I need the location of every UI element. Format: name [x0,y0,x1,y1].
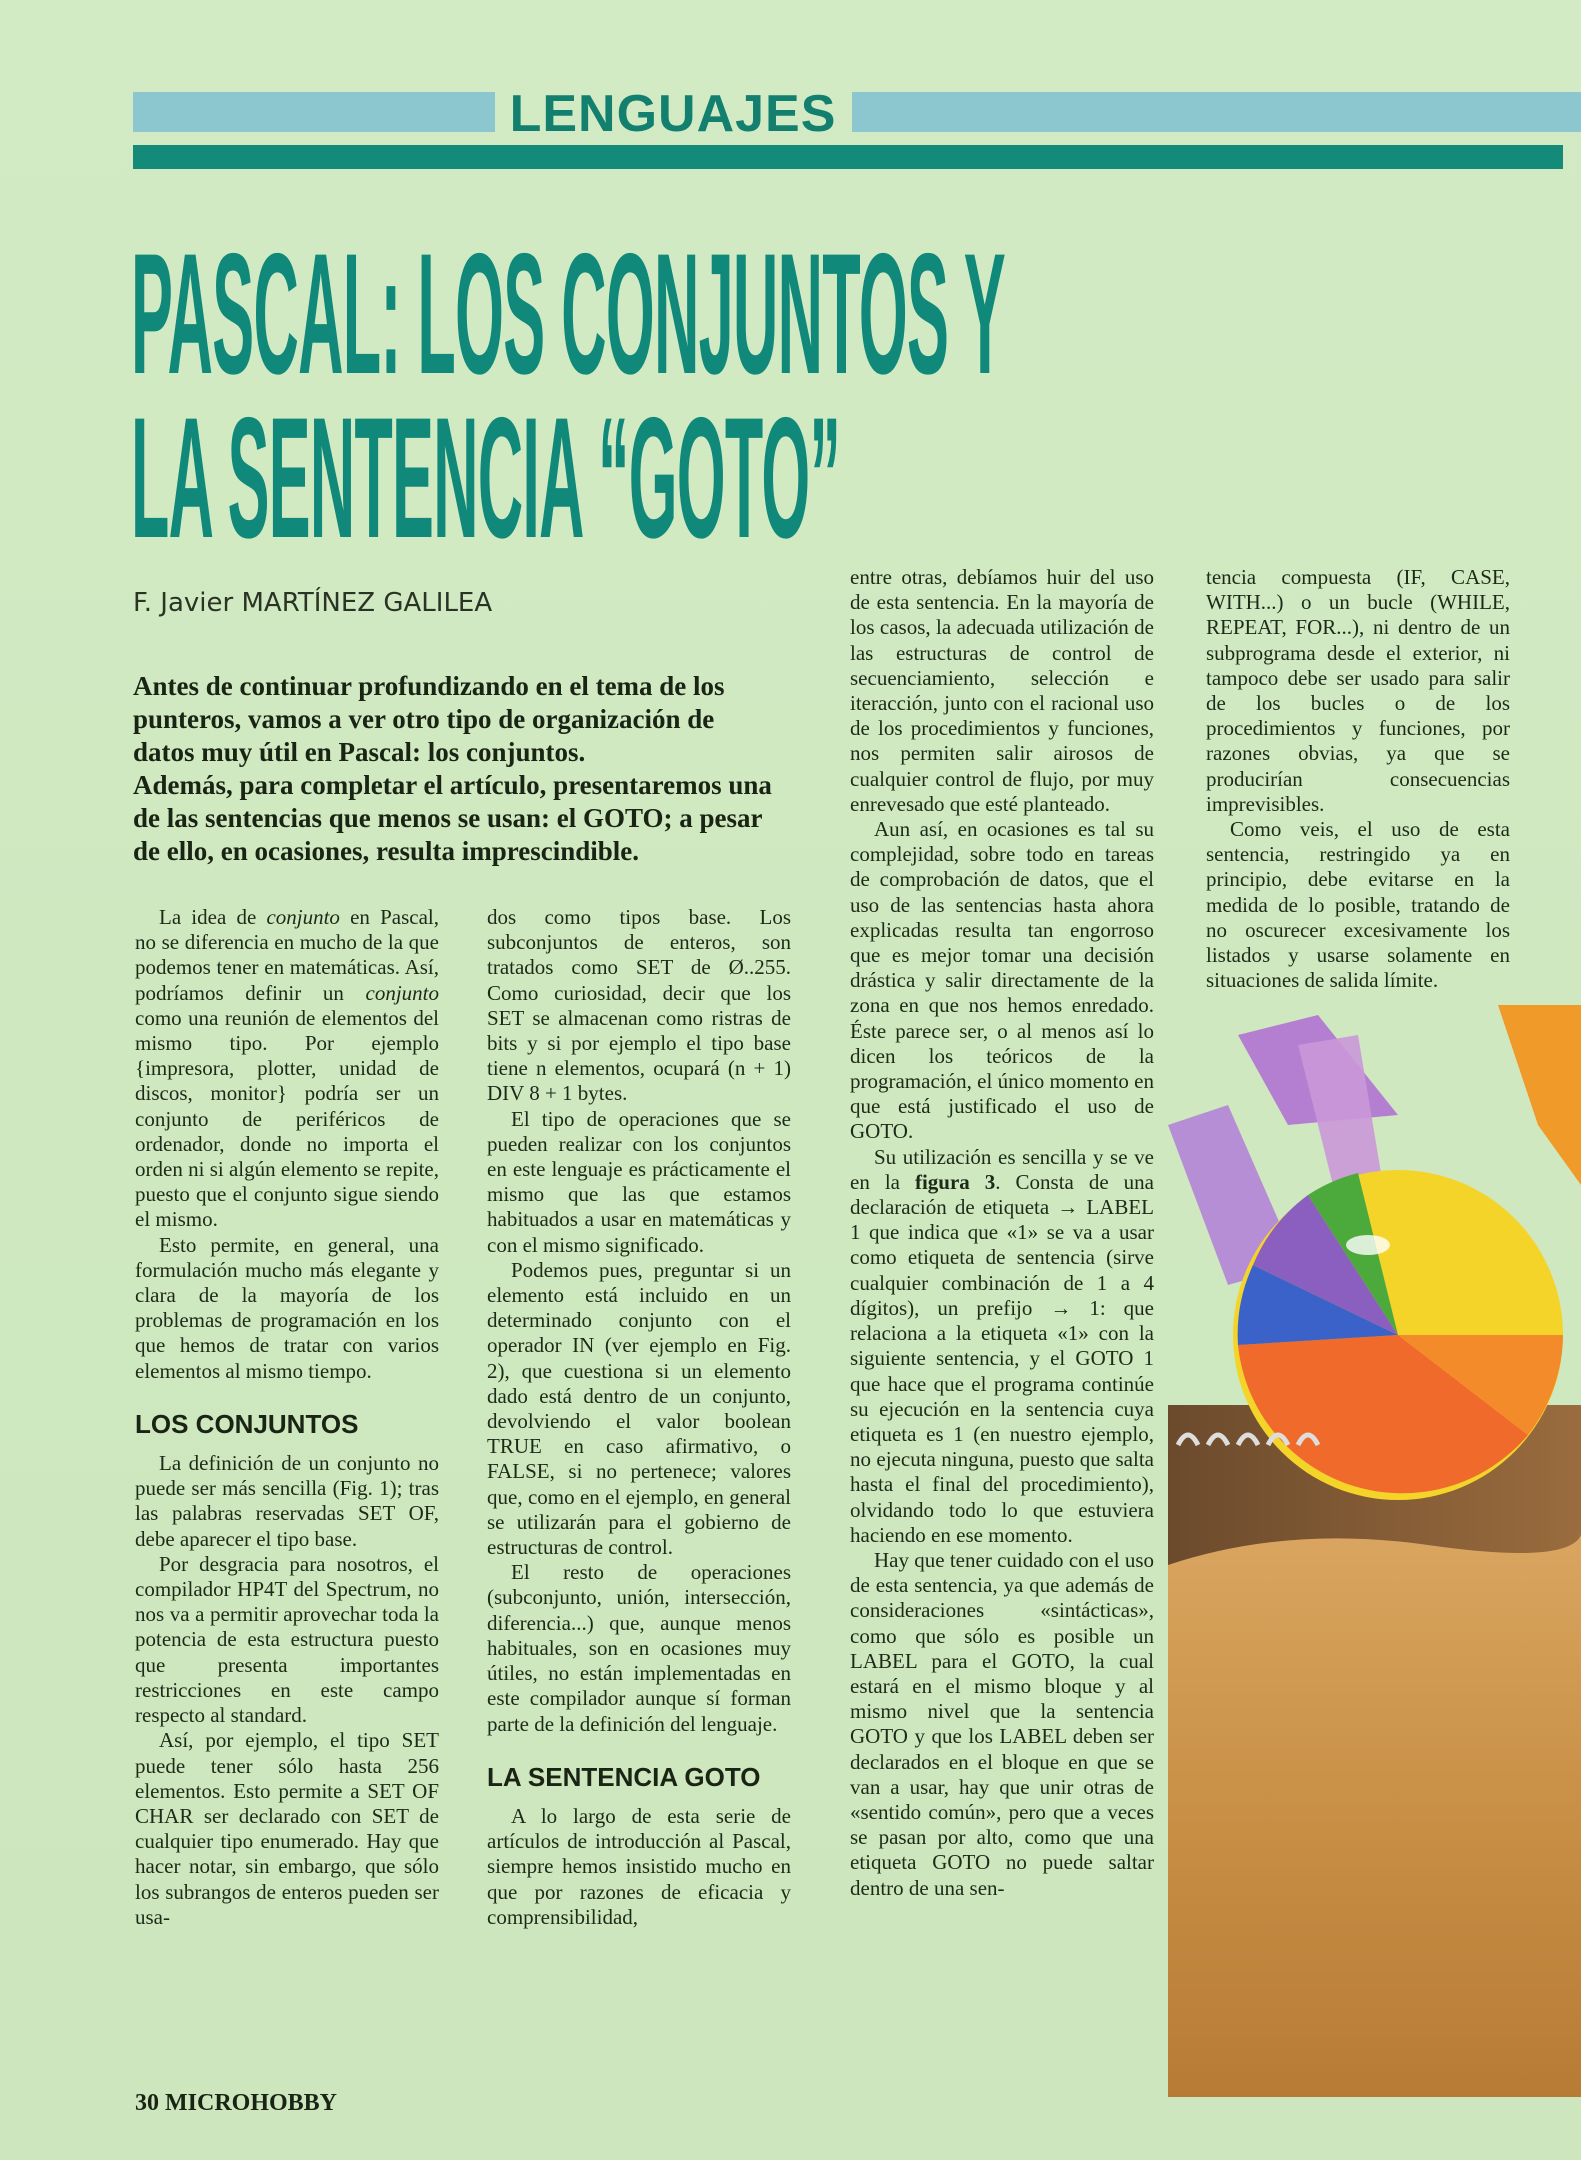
paragraph [135,905,439,1233]
paragraph: El tipo de operaciones que se pueden realizar con los conjuntos en este lenguaje es prácticamente el mismo que las que estamos habituados a usar en matemáticas y con el mismo significado. [487,1106,791,1257]
paragraph: entre otras, debíamos huir del uso de esta sentencia. En la mayoría de los casos, la adecuada utilización de las estructuras de control de secuenciamiento, selección e iteracción, junto con el racional uso de los procedimientos y funciones, nos permiten salir airosos de cualquier control de flujo, por muy enrevesado que esté planteado. [850,565,1154,816]
orange-shard [1498,1005,1581,1185]
author-byline: F. Javier MARTÍNEZ GALILEA [133,588,493,618]
paragraph: Hay que tener cuidado con el uso de esta sentencia, ya que además de consideraciones «sintácticas», como que sólo es posible un LABEL para el GOTO, la cual estará en el mismo bloque y al mismo nivel que la sentencia GOTO y que los LABEL deben ser declarados en el bloque en que se van a usar, hay que unir otras de «sentido común», pero que a veces se pasan por alto, como que una etiqueta GOTO no puede saltar dentro de una sen- [850,1547,1154,1900]
text: . Consta de una declaración de etiqueta → LABEL 1 que indica que «1» se va a usar como etiqueta de sentencia (sirve cualquier combinación de 1 a 4 dígitos), un prefijo → 1: que relaciona a la etiqueta «1» con la siguiente sentencia, y el GOTO 1 que hace que el programa continúe su ejecución en la sentencia cuya etiqueta es 1 (en nuestro ejemplo, no ejecuta ninguna, puesto que salta hasta el final del procedimiento), olvidando todo lo que estuviera haciendo en ese momento. [850,1169,1154,1547]
push-pins [1178,1035,1186,1055]
text: La idea de [159,905,267,929]
column-1 [135,905,439,1930]
paragraph: El resto de operaciones (subconjunto, unión, intersección, diferencia...) que, aunque menos habituales, son en ocasiones muy útiles, no están implementadas en este compilador aunque sí forman parte de la definición del lenguaje. [487,1560,791,1736]
highlight [1346,1235,1390,1255]
paragraph: tencia compuesta (IF, CASE, WITH...) o un bucle (WHILE, REPEAT, FOR...), ni dentro de un subprograma desde el exterior, ni tampoco debe ser usado para salir de los bucles o de los procedimientos y funciones, por razones obvias, ya que se producirían consecuencias imprevisibles. [1206,565,1510,816]
paragraph: La definición de un conjunto no puede ser más sencilla (Fig. 1); tras las palabras reservadas SET OF, debe aparecer el tipo base. [135,1451,439,1551]
section-heading-goto: LA SENTENCIA GOTO [487,1761,761,1792]
page-footer: 30 MICROHOBBY [135,2090,338,2116]
emphasis: conjunto [365,980,439,1005]
paragraph: Como veis, el uso de esta sentencia, restringido ya en principio, debe evitarse en la medida de lo posible, tratando de no oscurecer excesivamente los listados y usarse solamente en situaciones de salida límite. [1206,817,1510,993]
paragraph: Así, por ejemplo, el tipo SET puede tener sólo hasta 256 elementos. Esto permite a SET OF CHAR ser declarado con SET de cualquier tipo enumerado. Hay que hacer notar, sin embargo, que sólo los subrangos de enteros pueden ser usa- [135,1728,439,1929]
text: en Pascal, no se diferencia en mucho de la que podemos tener en matemáticas. Así, podríamos definir un [135,905,439,1005]
paragraph: Aun así, en ocasiones es tal su complejidad, sobre todo en tareas de comprobación de datos, que el uso de las sentencias hasta ahora explicadas resulta tan engorroso que es mejor tomar una decisión drástica y salir directamente de la zona en que nos hemos enredado. Éste parece ser, o al menos así lo dicen los teóricos de la programación, el único momento en que está justificado el uso de GOTO. [850,817,1154,1144]
article-title-line-2: LA SENTENCIA “GOTO” [131,382,841,574]
article-title-line-1: PASCAL: LOS CONJUNTOS Y [131,218,1005,410]
figure-reference: figura 3 [914,1169,996,1194]
column-2 [487,905,791,1930]
lead-paragraph [133,670,773,868]
emphasis: conjunto [266,905,340,929]
section-heading-conjuntos: LOS CONJUNTOS [135,1408,359,1439]
header-bar-left [133,92,495,132]
section-label: LENGUAJES [509,85,837,143]
header-rule [133,145,1563,169]
text: como una reunión de elementos del mismo tipo. Por ejemplo {impresora, plotter, unidad de discos, monitor} podría ser un conjunto de periféricos de ordenador, donde no importa el orden ni si algún elemento se repite, puesto que el conjunto sigue siendo el mismo. [135,1005,439,1232]
text: Su utilización es sencilla y se ve en la [850,1144,1154,1194]
column-3 [850,565,1154,1901]
sand-ground [1168,1535,1581,2097]
paragraph: Podemos pues, preguntar si un elemento está incluido en un determinado conjunto con el operador IN (ver ejemplo en Fig. 2), que cuestiona si un elemento dado está dentro de un conjunto, devolviendo el valor boolean TRUE en caso afirmativo, o FALSE, si no pertenece; valores que, como en el ejemplo, en general se utilizarán para el gobierno de estructuras de control. [487,1257,791,1560]
header-bar-right [852,92,1581,132]
paragraph: dos como tipos base. Los subconjuntos de enteros, son tratados como SET de Ø..255. Como curiosidad, decir que los SET se almacenan como ristras de bits y si por ejemplo el tipo base tiene n elementos, ocupará (n + 1) DIV 8 + 1 bytes. [487,905,791,1106]
paragraph: Esto permite, en general, una formulación mucho más elegante y clara de la mayoría de los problemas de programación en los que hemos de tratar con varios elementos al mismo tiempo. [135,1232,439,1383]
lead-text-2: Además, para completar el artículo, presentaremos una de las sentencias que menos se usan: el GOTO; a pesar de ello, en ocasiones, resulta imprescindible. [133,770,772,866]
paragraph: A lo largo de esta serie de artículos de introducción al Pascal, siempre hemos insistido mucho en que por razones de eficacia y comprensibilidad, [487,1803,791,1929]
lead-text-1: Antes de continuar profundizando en el tema de los punteros, vamos a ver otro tipo de organización de datos muy útil en Pascal: los conjuntos. [133,671,725,767]
column-4 [1206,565,1510,993]
illustration-pie-sphere-on-cork [1168,1005,1581,2097]
paragraph: Por desgracia para nosotros, el compilador HP4T del Spectrum, no nos va a permitir aprovechar toda la potencia de esta estructura puesto que presenta importantes restricciones en este campo respecto al standard. [135,1551,439,1728]
paragraph [850,1145,1154,1548]
